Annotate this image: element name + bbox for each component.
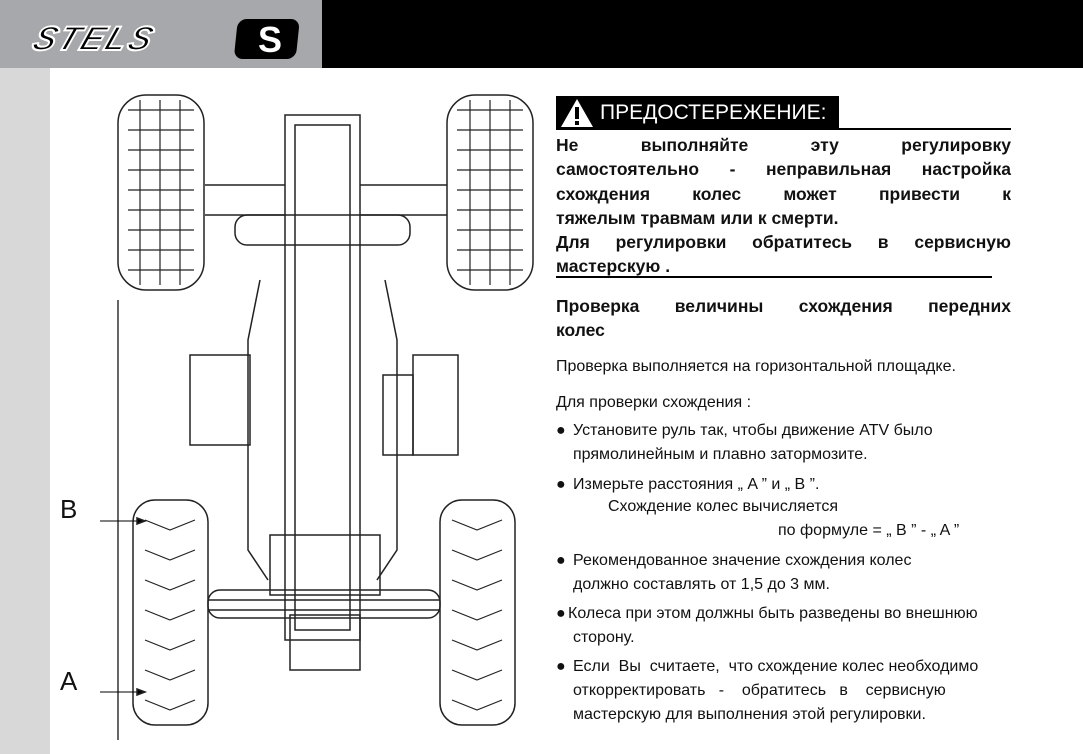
bullet-line: сторону. — [573, 629, 635, 646]
bullet-line: Схождение колес вычисляется — [608, 498, 839, 515]
atv-chassis-diagram — [55, 85, 535, 750]
bullet-line: Измерьте расстояния „ A ” и „ B ”. — [573, 476, 820, 493]
bullet-item — [556, 655, 1016, 727]
bullet-line: Если Вы считаете, что схождение колес необходимо — [573, 658, 979, 675]
warning-line: Для регулировки обратитесь в сервисную — [556, 232, 1011, 253]
divider — [556, 276, 992, 278]
header-bar — [322, 0, 1083, 68]
warning-title-text: ПРЕДОСТЕРЕЖЕНИЕ: — [600, 101, 827, 124]
warning-triangle-icon — [560, 98, 594, 128]
warning-text — [556, 133, 1011, 279]
bullet-line: должно составлять от 1,5 до 3 мм. — [573, 576, 830, 593]
stels-logo — [28, 18, 308, 60]
bullet-icon: ● — [556, 605, 566, 622]
bullet-icon: ● — [556, 476, 566, 493]
bullet-item — [556, 602, 1016, 650]
section-title-line: Проверка величины схождения передних — [556, 296, 1011, 316]
warning-line: тяжелым травмам или к смерти. — [556, 207, 839, 228]
label-a: A — [60, 666, 78, 696]
bullet-icon: ● — [556, 422, 566, 439]
warning-line: схождения колес может привести к — [556, 183, 1011, 204]
section-title — [556, 294, 1011, 343]
bullet-icon: ● — [556, 658, 566, 675]
bullet-item — [556, 419, 1016, 467]
bullet-line: Установите руль так, чтобы движение ATV было — [573, 422, 933, 439]
bullet-item — [556, 549, 1016, 597]
warning-line: Не выполняйте эту регулировку — [556, 135, 1011, 155]
svg-text:S: S — [258, 19, 283, 60]
bullet-line: прямолинейным и плавно затормозите. — [573, 446, 868, 463]
warning-line: мастерскую . — [556, 256, 671, 277]
label-b: B — [60, 494, 78, 524]
bullet-line: мастерскую для выполнения этой регулировки. — [573, 706, 926, 723]
side-strip — [0, 68, 50, 754]
bullet-line: Колеса при этом должны быть разведены во внешнюю — [568, 605, 978, 622]
bullet-line: откорректировать - обратитесь в сервисную — [573, 682, 946, 699]
rear-right-wheel — [440, 500, 515, 725]
bullet-line: по формуле = „ B ” - „ A ” — [778, 522, 960, 539]
divider — [839, 128, 1011, 130]
bullet-icon: ● — [556, 552, 566, 569]
paragraph: Для проверки схождения : — [556, 394, 752, 411]
bullet-line: Рекомендованное значение схождения колес — [573, 552, 912, 569]
svg-text:STELS: STELS — [28, 19, 161, 58]
warning-line: самостоятельно - неправильная настройка — [556, 159, 1011, 180]
section-title-line: колес — [556, 320, 605, 341]
front-left-wheel — [118, 95, 204, 290]
frame — [190, 115, 458, 670]
warning-title — [556, 96, 839, 130]
paragraph: Проверка выполняется на горизонтальной площадке. — [556, 358, 956, 375]
front-right-wheel — [447, 95, 533, 290]
bullet-item — [556, 473, 1016, 543]
